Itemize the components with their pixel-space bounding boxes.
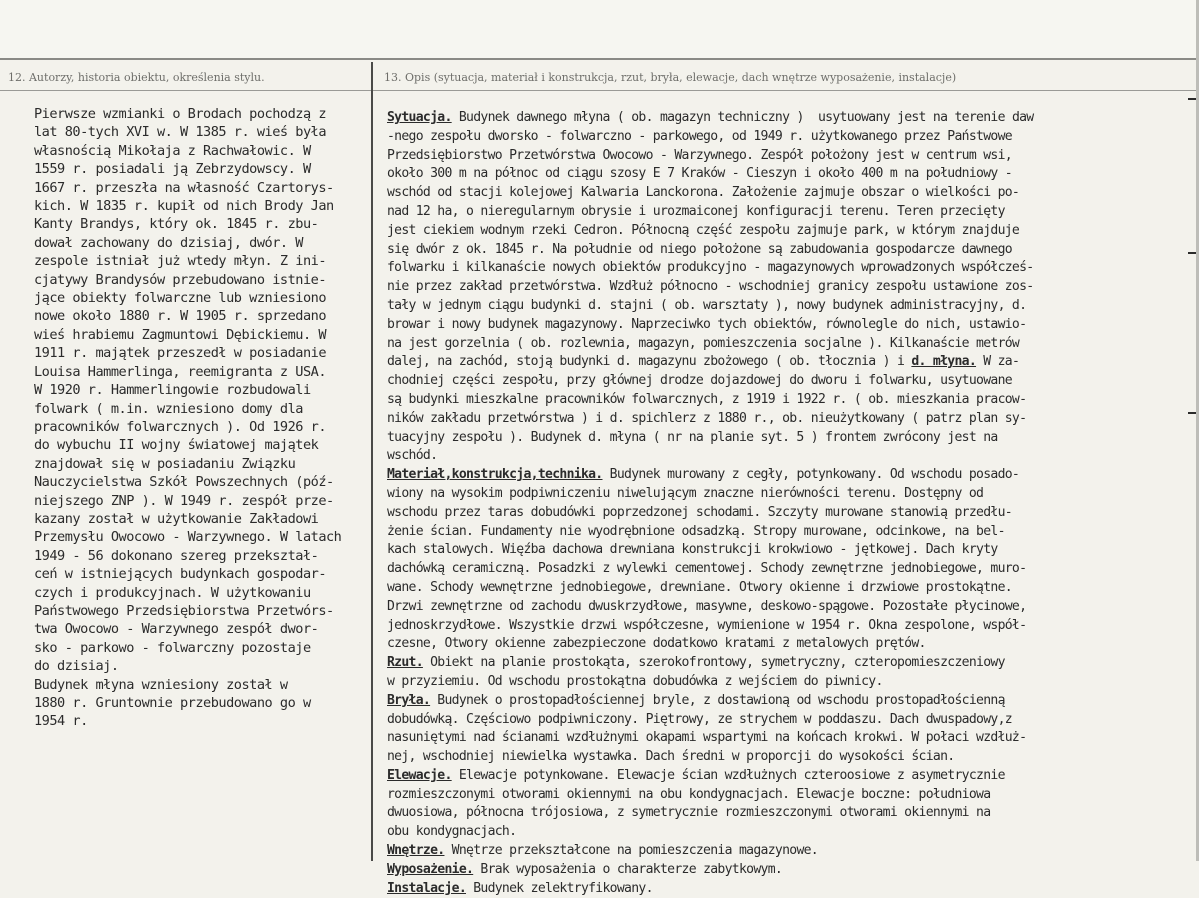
history-line: folwark ( m.in. wzniesiono domy dla bbox=[34, 400, 303, 417]
description-text-run: dwuosiowa, północna trójosiowa, z symetrycznie rozmieszczonymi otworami okiennymi na bbox=[387, 805, 991, 821]
history-line: Louisa Hammerlinga, reemigranta z USA. bbox=[34, 363, 326, 380]
history-line: do dzisiaj. bbox=[34, 658, 119, 675]
description-text-run: Budynek zelektryfikowany. bbox=[466, 880, 653, 896]
description-line bbox=[387, 128, 1147, 147]
column-divider bbox=[371, 62, 373, 861]
description-text-run: Elewacje potynkowane. Elewacje ścian wzdłużnych czteroosiowe z asymetrycznie bbox=[451, 767, 1005, 783]
description-line bbox=[387, 222, 1147, 241]
description-line bbox=[387, 372, 1147, 391]
history-line: własnością Mikołaja z Rachwałowic. W bbox=[34, 142, 311, 159]
description-text-run: chodniej części zespołu, przy głównej drodze dojazdowej do dworu i folwarku, usytuowane bbox=[387, 373, 1012, 389]
section-label: Materiał,konstrukcja,technika. bbox=[387, 467, 603, 483]
description-text-run: wane. Schody wewnętrzne jednobiegowe, drewniane. Otwory okienne i drzwiowe prostokątne. bbox=[387, 579, 1012, 595]
description-line bbox=[387, 654, 1147, 673]
section-label: Instalacje. bbox=[387, 880, 467, 896]
description-line bbox=[387, 203, 1147, 222]
description-line bbox=[387, 297, 1147, 316]
description-text-run: kach stalowych. Więźba dachowa drewniana konstrukcji krokwiowo - jętkowej. Dach kryty bbox=[387, 542, 998, 558]
description-line bbox=[387, 335, 1147, 354]
description-text-run: folwarku i kilkanaście nowych obiektów produkcyjno - magazynowych wprowadzonych współcześ- bbox=[387, 260, 1034, 276]
description-line bbox=[387, 147, 1147, 166]
description-text-run: Budynek dawnego młyna ( ob. magazyn techniczny ) usytuowany jest na terenie daw bbox=[451, 110, 1034, 125]
description-text-run: Przedsiębiorstwo Przetwórstwa Owocowo - Warzywnego. Zespół położony jest w centrum wsi, bbox=[387, 147, 1012, 163]
history-line: 1667 r. przeszła na własność Czartorys- bbox=[34, 179, 334, 196]
history-line: 1559 r. posiadali ją Zebrzydowscy. W bbox=[34, 161, 311, 178]
description-text-run: rozmieszczonymi otworami okiennymi na obu kondygnacjach. Elewacje boczne: południowa bbox=[387, 786, 991, 802]
history-line: Kanty Brandys, który ok. 1845 r. zbu- bbox=[34, 216, 319, 233]
description-text-run: wschodu przez taras dobudówki poprzedzonej schodami. Szczyty murowane stanowią przedłu- bbox=[387, 504, 1012, 520]
history-line: Nauczycielstwa Szkół Powszechnych (póź- bbox=[34, 474, 334, 491]
description-line bbox=[387, 391, 1147, 410]
history-line: dował zachowany do dzisiaj, dwór. W bbox=[34, 234, 303, 251]
section-header-description: 13. Opis (sytuacja, materiał i konstrukcja, rzut, bryła, elewacje, dach wnętrze wyposażenie, instalacje) bbox=[384, 71, 957, 84]
description-line bbox=[387, 786, 1147, 805]
description-text-run: tuacyjny zespołu ). Budynek d. młyna ( nr na planie syt. 5 ) frontem zwrócony jest na bbox=[387, 429, 998, 445]
history-line: cjatywy Brandysów przebudowano istnie- bbox=[34, 271, 326, 288]
description-text-run: około 300 m na północ od ciągu szosy E 7 Kraków - Cieszyn i około 400 m na południowy - bbox=[387, 166, 1012, 182]
description-text-run: wiony na wysokim podpiwniczeniu niwelującym znaczne nierówności terenu. Dostępny od bbox=[387, 485, 984, 501]
description-text-run: nie przez zakład przetwórstwa. Wzdłuż północno - wschodniej granicy zespołu ustawione zos- bbox=[387, 279, 1034, 295]
description-line bbox=[387, 804, 1147, 823]
description-text-run: dachówką ceramiczną. Posadzki z wylewki cementowej. Schody zewnętrzne jednobiegowe, muro- bbox=[387, 561, 1027, 577]
description-text-run: jednoskrzydłowe. Wszystkie drzwi współczesne, wymienione w 1954 r. Okna zespolone, współ- bbox=[387, 617, 1027, 633]
description-line bbox=[387, 353, 1147, 372]
description-text bbox=[387, 109, 1147, 898]
description-text-run: jest ciekiem wodnym rzeki Cedron. Północną część zespołu zajmuje park, w którym znajduje bbox=[387, 222, 1020, 238]
history-line: 1954 r. bbox=[34, 713, 88, 730]
history-line: kich. W 1835 r. kupił od nich Brody Jan bbox=[34, 198, 334, 215]
description-line bbox=[387, 711, 1147, 730]
header-rule bbox=[0, 90, 1199, 91]
history-line: lat 80-tych XVI w. W 1385 r. wieś była bbox=[34, 124, 326, 141]
section-header-authors: 12. Autorzy, historia obiektu, określenia stylu. bbox=[8, 71, 265, 84]
history-line: nowe około 1880 r. W 1905 r. sprzedano bbox=[34, 308, 326, 325]
description-text-run: Budynek murowany z cegły, potynkowany. Od wschodu posado- bbox=[602, 467, 1020, 483]
description-line bbox=[387, 109, 1147, 128]
description-text-run: Wnętrze przekształcone na pomieszczenia magazynowe. bbox=[444, 843, 818, 859]
description-text-run: nej, wschodniej niewielka wystawka. Dach średni w proporcji do wysokości ścian. bbox=[387, 749, 955, 765]
section-label: Wyposażenie. bbox=[387, 861, 474, 877]
history-line: twa Owocowo - Warzywnego zespół dwor- bbox=[34, 621, 319, 638]
section-label: Rzut. bbox=[387, 655, 423, 671]
description-line bbox=[387, 880, 1147, 898]
edge-tick bbox=[1188, 98, 1196, 100]
section-label: d. młyna. bbox=[911, 354, 977, 370]
description-text-run: wschód. bbox=[387, 448, 438, 464]
description-text-run: W za- bbox=[976, 354, 1020, 370]
description-line bbox=[387, 617, 1147, 636]
description-text-run: -nego zespołu dworsko - folwarczno - parkowego, od 1949 r. użytkowanego przez Państwowe bbox=[387, 128, 1012, 144]
description-text-run: są budynki mieszkalne pracowników folwarcznych, z 1919 i 1922 r. ( ob. mieszkania pracow- bbox=[387, 391, 1027, 407]
description-line bbox=[387, 861, 1147, 880]
history-text bbox=[34, 105, 369, 731]
history-line: W 1920 r. Hammerlingowie rozbudowali bbox=[34, 382, 311, 399]
description-line bbox=[387, 541, 1147, 560]
description-text-run: Obiekt na planie prostokąta, szerokofrontowy, symetryczny, czteropomieszczeniowy bbox=[422, 655, 1005, 671]
history-line: wieś hrabiemu Zagmuntowi Dębickiemu. W bbox=[34, 326, 326, 343]
description-text-run: dobudówką. Częściowo podpiwniczony. Piętrowy, ze strychem w poddaszu. Dach dwuspadowy,z bbox=[387, 711, 1012, 727]
section-label: Wnętrze. bbox=[387, 843, 445, 859]
description-line bbox=[387, 165, 1147, 184]
section-label: Sytuacja. bbox=[387, 110, 452, 125]
description-text-run: obu kondygnacjach. bbox=[387, 824, 517, 840]
description-text-run: żenie ścian. Fundamenty nie wyodrębnione odsadzką. Stropy murowane, odcinkowe, na bel- bbox=[387, 523, 1005, 539]
history-line: niejszego ZNP ). W 1949 r. zespół prze- bbox=[34, 492, 334, 509]
history-line: do wybuchu II wojny światowej majątek bbox=[34, 437, 319, 454]
edge-tick bbox=[1188, 252, 1196, 254]
description-line bbox=[387, 504, 1147, 523]
history-line: Pierwsze wzmianki o Brodach pochodzą z bbox=[34, 106, 326, 122]
description-line bbox=[387, 466, 1147, 485]
history-line: 1880 r. Gruntownie przebudowano go w bbox=[34, 695, 311, 711]
history-line: czych i produkcyjnach. W użytkowaniu bbox=[34, 584, 311, 601]
description-line bbox=[387, 842, 1147, 861]
history-line: sko - parkowo - folwarczny pozostaje bbox=[34, 639, 311, 656]
history-line: kazany został w użytkowanie Zakładowi bbox=[34, 510, 319, 527]
history-line: Przemysłu Owocowo - Warzywnego. W latach bbox=[34, 529, 342, 546]
description-text-run: nasuniętymi nad ścianami wzdłużnymi okapami wspartymi na końcach krokwi. W połaci wzdłuż- bbox=[387, 730, 1027, 746]
top-rule bbox=[0, 58, 1199, 60]
description-line bbox=[387, 410, 1147, 429]
description-line bbox=[387, 278, 1147, 297]
description-line bbox=[387, 767, 1147, 786]
description-line bbox=[387, 598, 1147, 617]
history-line: zespole istniał już wtedy młyn. Z ini- bbox=[34, 253, 326, 270]
description-text-run: w przyziemiu. Od wschodu prostokątna dobudówka z wejściem do piwnicy. bbox=[387, 673, 883, 689]
description-line bbox=[387, 447, 1147, 466]
description-line bbox=[387, 485, 1147, 504]
section-label: Elewacje. bbox=[387, 767, 452, 783]
history-line: znajdował się w posiadaniu Związku bbox=[34, 455, 296, 472]
history-line: pracowników folwarcznych ). Od 1926 r. bbox=[34, 418, 326, 435]
description-text-run: nad 12 ha, o nieregularnym obrysie i urozmaiconej konfiguracji terenu. Teren przecięty bbox=[387, 203, 1005, 219]
description-line bbox=[387, 429, 1147, 448]
description-text-run: ników zakładu przetwórstwa ) i d. spichlerz z 1880 r., ob. nieużytkowany ( patrz plan sy- bbox=[387, 410, 1027, 426]
description-text-run: wschód od stacji kolejowej Kalwaria Lanckorona. Założenie zajmuje obszar o wielkości po- bbox=[387, 185, 1020, 201]
history-line: ceń w istniejących budynkach gospodar- bbox=[34, 566, 326, 583]
description-line bbox=[387, 748, 1147, 767]
description-text-run: Drzwi zewnętrzne od zachodu dwuskrzydłowe, masywne, deskowo-spągowe. Pozostałe płycinowe, bbox=[387, 598, 1027, 614]
description-line bbox=[387, 823, 1147, 842]
description-line bbox=[387, 560, 1147, 579]
description-line bbox=[387, 184, 1147, 203]
history-line: Budynek młyna wzniesiony został w bbox=[34, 676, 288, 693]
description-line bbox=[387, 579, 1147, 598]
description-line bbox=[387, 692, 1147, 711]
history-line: 1911 r. majątek przeszedł w posiadanie bbox=[34, 345, 326, 362]
history-line: Państwowego Przedsiębiorstwa Przetwórs- bbox=[34, 602, 334, 619]
description-text-run: dalej, na zachód, stoją budynki d. magazynu zbożowego ( ob. tłocznia ) i bbox=[387, 354, 912, 370]
description-line bbox=[387, 635, 1147, 654]
description-text-run: na jest gorzelnia ( ob. rozlewnia, magazyn, pomieszczenia socjalne ). Kilkanaście metrów bbox=[387, 335, 1020, 351]
description-line bbox=[387, 523, 1147, 542]
history-line: 1949 - 56 dokonano szereg przekształ- bbox=[34, 547, 319, 564]
description-text-run: Brak wyposażenia o charakterze zabytkowym. bbox=[473, 861, 783, 877]
description-line bbox=[387, 241, 1147, 260]
description-text-run: browar i nowy budynek magazynowy. Naprzeciwko tych obiektów, równolegle do nich, ustawio- bbox=[387, 316, 1027, 332]
description-line bbox=[387, 259, 1147, 278]
description-text-run: Budynek o prostopadłościennej bryle, z dostawioną od wschodu prostopadłościenną bbox=[430, 692, 1005, 708]
section-label: Bryła. bbox=[387, 692, 431, 708]
description-line bbox=[387, 729, 1147, 748]
top-margin bbox=[0, 0, 1199, 58]
history-line: jące obiekty folwarczne lub wzniesiono bbox=[34, 290, 326, 307]
description-text-run: czesne, Otwory okienne zabezpieczone dodatkowo kratami z metalowych prętów. bbox=[387, 636, 926, 652]
description-text-run: się dwór z ok. 1845 r. Na południe od niego położone są zabudowania gospodarcze dawnego bbox=[387, 241, 1012, 257]
description-text-run: tały w jednym ciągu budynki d. stajni ( ob. warsztaty ), nowy budynek administracyjny, d. bbox=[387, 297, 1027, 313]
edge-tick bbox=[1188, 412, 1196, 414]
description-line bbox=[387, 673, 1147, 692]
description-line bbox=[387, 316, 1147, 335]
